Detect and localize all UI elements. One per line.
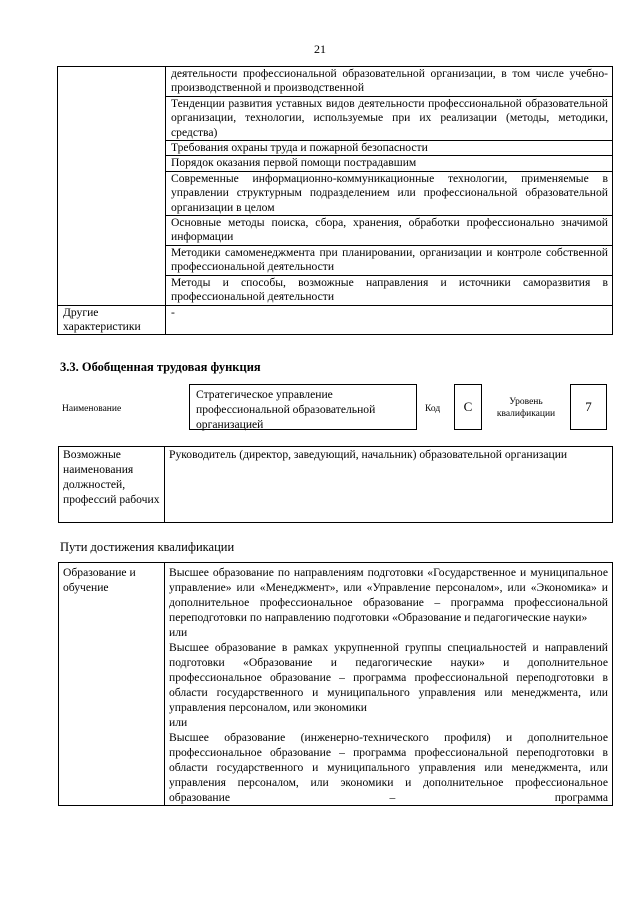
table-row [58, 67, 613, 97]
code-box: С [454, 384, 482, 430]
other-characteristics-label: Другие характеристики [58, 305, 166, 335]
section-heading: 3.3. Обобщенная трудовая функция [60, 360, 261, 374]
education-value [165, 563, 613, 806]
table-cell: деятельности профессиональной образовательной организации, в том числе учебно-производственной и производственной [166, 67, 613, 97]
name-label: Наименование [62, 404, 122, 414]
table-cell: Требования охраны труда и пожарной безопасности [166, 141, 613, 156]
function-name-box: Стратегическое управление профессиональной образовательной организацией [189, 384, 417, 430]
qualification-paths-heading: Пути достижения квалификации [60, 540, 235, 554]
or-separator: или [169, 716, 188, 729]
education-table [58, 562, 613, 806]
education-paragraph: Высшее образование в рамках укрупненной группы специальностей и направлений подготовки «Образование и педагогические науки» и дополнительное профессиональное образование – программа профессиональной переподготовки в области государственного и муниципального управления или менеджмента, или управления персоналом, или экономики [169, 641, 608, 714]
table-cell: Тенденции развития уставных видов деятельности профессиональной образовательной организации, технологии, используемые при их реализации (методы, методики, средства) [166, 96, 613, 140]
table-cell: Методики самоменеджмента при планировании, организации и контроле собственной профессиональной деятельности [166, 245, 613, 275]
positions-value: Руководитель (директор, заведующий, начальник) образовательной организации [165, 447, 613, 523]
table-row [59, 447, 613, 523]
table-row [58, 305, 613, 335]
education-paragraph: Высшее образование по направлениям подготовки «Государственное и муниципальное управление» или «Менеджмент», или «Управление персоналом», или «Экономика» и дополнительное профессиональное образование – программа профессиональной переподготовки по направлению подготовки «Образование и педагогические науки» [169, 566, 608, 624]
table-cell: Современные информационно-коммуникационные технологии, применяемые в управлении структурным подразделением или профессиональной образовательной организации в целом [166, 171, 613, 215]
table-cell: Порядок оказания первой помощи пострадавшим [166, 156, 613, 171]
qualification-level-box: 7 [570, 384, 607, 430]
table-row [59, 563, 613, 806]
table-cell: Методы и способы, возможные направления и источники саморазвития в профессиональной деятельности [166, 275, 613, 305]
other-characteristics-value: - [166, 305, 613, 335]
code-label: Код [425, 404, 441, 414]
education-paragraph: Высшее образование (инженерно-технического профиля) и дополнительное профессиональное образование – программа профессиональной переподготовки в области государственного и муниципального управления или менеджмента, или управления персоналом, или экономики и дополнительное профессиональное образование – программа [169, 731, 608, 804]
table-cell: Основные методы поиска, сбора, хранения, обработки профессионально значимой информации [166, 216, 613, 246]
or-separator: или [169, 626, 188, 639]
knowledge-table [57, 66, 613, 335]
qualification-level-label: Уровень квалификации [496, 397, 556, 419]
empty-label-cell [58, 67, 166, 306]
positions-label: Возможные наименования должностей, профессий рабочих [59, 447, 165, 523]
education-label: Образование и обучение [59, 563, 165, 806]
page-number: 21 [314, 42, 326, 56]
positions-table [58, 446, 613, 523]
